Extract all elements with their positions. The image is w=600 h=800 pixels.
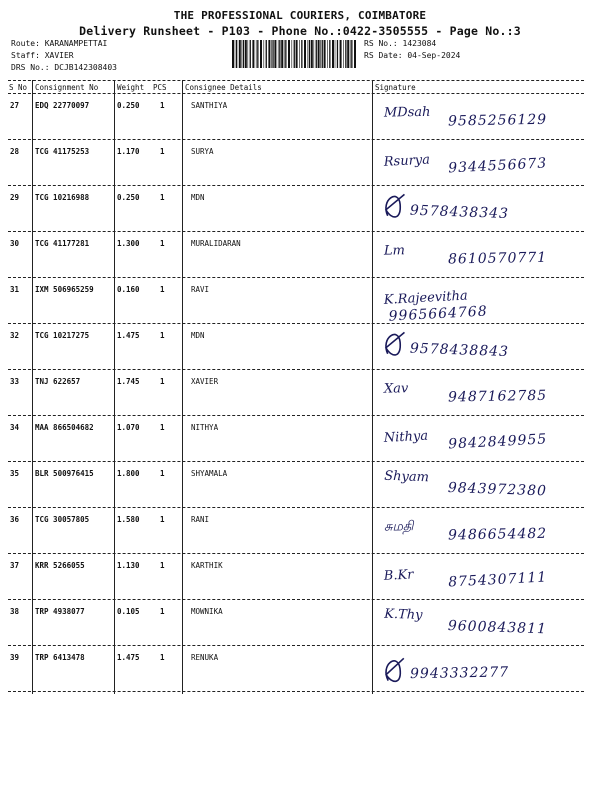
row-divider — [8, 645, 584, 646]
row-consignee: MURALIDARAN — [191, 239, 241, 248]
row-pcs: 1 — [160, 193, 165, 202]
signature-scribble — [386, 658, 404, 681]
row-divider — [8, 231, 584, 232]
row-sno: 30 — [10, 239, 20, 248]
row-consignment-no: TCG 30057805 — [35, 515, 90, 524]
row-sno: 28 — [10, 147, 20, 156]
col-header-weight: Weight — [117, 83, 145, 92]
signature-phone: 9344556673 — [447, 155, 548, 177]
signature-name: K.Thy — [383, 606, 423, 624]
row-pcs: 1 — [160, 239, 165, 248]
row-divider — [8, 507, 584, 508]
row-weight: 1.800 — [117, 469, 140, 478]
row-consignment-no: TRP 6413478 — [35, 653, 85, 662]
row-weight: 0.250 — [117, 193, 140, 202]
row-consignment-no: TNJ 622657 — [35, 377, 81, 386]
row-consignee: MDN — [191, 331, 205, 340]
row-consignment-no: BLR 500976415 — [35, 469, 94, 478]
row-pcs: 1 — [160, 331, 165, 340]
row-divider — [8, 277, 584, 278]
col-header-sno: S No — [9, 83, 28, 92]
signature-name: சுமதி — [383, 519, 414, 535]
signature-name: Nithya — [383, 428, 429, 446]
row-weight: 1.475 — [117, 331, 140, 340]
row-divider — [8, 185, 584, 186]
row-pcs: 1 — [160, 653, 165, 662]
row-divider — [8, 139, 584, 140]
row-divider — [8, 323, 584, 324]
signature-phone: 8754307111 — [447, 569, 548, 591]
signature-phone: 9585256129 — [447, 111, 548, 130]
row-consignment-no: MAA 866504682 — [35, 423, 94, 432]
signature-name: Rsurya — [383, 152, 431, 170]
row-weight: 1.745 — [117, 377, 140, 386]
handwritten-signature — [378, 511, 578, 555]
row-weight: 0.250 — [117, 101, 140, 110]
handwritten-signature — [378, 373, 578, 417]
row-sno: 33 — [10, 377, 20, 386]
row-pcs: 1 — [160, 147, 165, 156]
row-pcs: 1 — [160, 377, 165, 386]
row-consignee: RENUKA — [191, 653, 219, 662]
row-consignment-no: TCG 41177281 — [35, 239, 90, 248]
row-consignee: SHYAMALA — [191, 469, 228, 478]
barcode — [232, 40, 356, 68]
handwritten-signature — [378, 327, 578, 371]
handwritten-signature — [378, 465, 578, 509]
signature-name: K.Rajeevitha — [383, 288, 469, 308]
row-sno: 29 — [10, 193, 20, 202]
row-consignee: XAVIER — [191, 377, 219, 386]
row-sno: 37 — [10, 561, 20, 570]
signature-phone: 9486654482 — [447, 525, 548, 544]
row-sno: 38 — [10, 607, 20, 616]
signature-phone: 9943332277 — [409, 664, 510, 683]
table-top-rule — [8, 80, 584, 81]
row-weight: 0.105 — [117, 607, 140, 616]
handwritten-signature — [378, 97, 578, 141]
row-sno: 27 — [10, 101, 20, 110]
col-divider — [372, 80, 373, 694]
row-divider — [8, 369, 584, 370]
route-label: Route: KARANAMPETTAI — [11, 39, 108, 48]
row-divider — [8, 461, 584, 462]
row-consignment-no: TRP 4938077 — [35, 607, 85, 616]
company-title: THE PROFESSIONAL COURIERS, COIMBATORE — [173, 9, 427, 22]
signature-phone: 9578438843 — [409, 340, 510, 361]
row-sno: 39 — [10, 653, 20, 662]
rs-date: RS Date: 04-Sep-2024 — [364, 51, 461, 60]
col-divider — [32, 80, 33, 694]
handwritten-signature — [378, 419, 578, 463]
row-divider — [8, 599, 584, 600]
handwritten-signature — [378, 189, 578, 233]
row-sno: 31 — [10, 285, 20, 294]
row-sno: 35 — [10, 469, 20, 478]
row-weight: 1.580 — [117, 515, 140, 524]
signature-phone: 9600843811 — [447, 617, 548, 638]
row-consignee: KARTHIK — [191, 561, 223, 570]
signature-name: Xav — [383, 381, 409, 397]
col-header-consignment: Consignment No — [35, 83, 99, 92]
signature-phone: 9842849955 — [447, 431, 548, 453]
row-divider — [8, 691, 584, 692]
row-consignment-no: IXM 506965259 — [35, 285, 94, 294]
row-consignee: NITHYA — [191, 423, 219, 432]
col-header-consignee: Consignee Details — [185, 83, 262, 92]
col-header-pcs: PCS — [153, 83, 167, 92]
signature-phone: 8610570771 — [447, 249, 548, 268]
row-consignment-no: KRR 5266055 — [35, 561, 85, 570]
handwritten-signature — [378, 557, 578, 601]
runsheet-title: Delivery Runsheet - P103 - Phone No.:0422-3505555 - Page No.:3 — [79, 24, 521, 38]
signature-name: MDsah — [383, 104, 431, 121]
col-divider — [114, 80, 115, 694]
signature-name: Shyam — [383, 468, 430, 486]
row-sno: 34 — [10, 423, 20, 432]
row-weight: 1.475 — [117, 653, 140, 662]
row-consignee: SURYA — [191, 147, 214, 156]
handwritten-signature — [378, 143, 578, 187]
signature-phone: 9843972380 — [447, 479, 548, 500]
row-pcs: 1 — [160, 101, 165, 110]
signature-phone: 9487162785 — [447, 387, 548, 406]
row-weight: 1.130 — [117, 561, 140, 570]
row-weight: 1.170 — [117, 147, 140, 156]
row-weight: 0.160 — [117, 285, 140, 294]
row-pcs: 1 — [160, 469, 165, 478]
row-pcs: 1 — [160, 515, 165, 524]
row-consignee: MDN — [191, 193, 205, 202]
handwritten-signature — [378, 603, 578, 647]
row-divider — [8, 415, 584, 416]
row-divider — [8, 553, 584, 554]
row-weight: 1.070 — [117, 423, 140, 432]
signature-scribble — [386, 194, 405, 217]
row-weight: 1.300 — [117, 239, 140, 248]
col-header-signature: Signature — [375, 83, 416, 92]
drs-number: DRS No.: DCJB142308403 — [11, 63, 117, 72]
rs-number: RS No.: 1423084 — [364, 39, 437, 48]
signature-phone: 9578438343 — [409, 202, 510, 223]
row-consignment-no: TCG 41175253 — [35, 147, 90, 156]
row-consignment-no: TCG 10217275 — [35, 331, 90, 340]
row-consignment-no: TCG 10216988 — [35, 193, 90, 202]
signature-name: Lm — [383, 243, 406, 259]
row-sno: 36 — [10, 515, 20, 524]
row-consignment-no: EDQ 22770097 — [35, 101, 90, 110]
staff-label: Staff: XAVIER — [11, 51, 74, 60]
handwritten-signature — [378, 281, 578, 325]
row-consignee: RANI — [191, 515, 210, 524]
row-pcs: 1 — [160, 285, 165, 294]
row-pcs: 1 — [160, 561, 165, 570]
handwritten-signature — [378, 235, 578, 279]
signature-scribble — [386, 332, 405, 355]
row-consignee: MOWNIKA — [191, 607, 223, 616]
header-rule — [8, 93, 584, 94]
row-sno: 32 — [10, 331, 20, 340]
row-pcs: 1 — [160, 423, 165, 432]
signature-phone: 9965664768 — [388, 303, 489, 325]
row-pcs: 1 — [160, 607, 165, 616]
col-divider — [182, 80, 183, 694]
signature-name: B.Kr — [383, 567, 414, 584]
row-consignee: SANTHIYA — [191, 101, 228, 110]
handwritten-signature — [378, 649, 578, 693]
row-consignee: RAVI — [191, 285, 210, 294]
